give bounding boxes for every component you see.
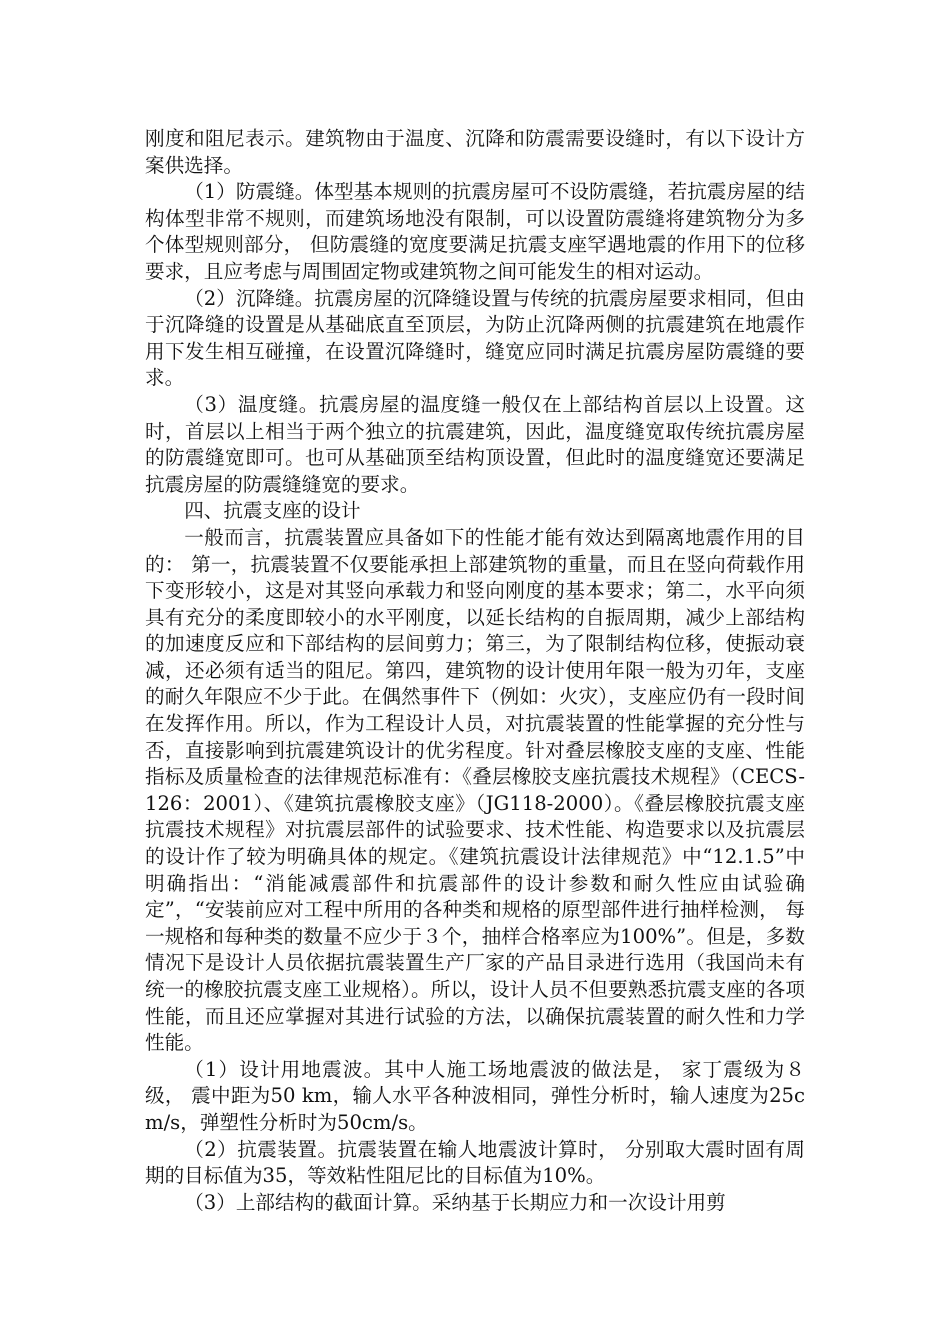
paragraph-temperature-joint: （3）温度缝。抗震房屋的温度缝一般仅在上部结构首层以上设置。这时，首层以上相当于两个独立的抗震建筑，因此，温度缝宽取传统抗震房屋的防震缝宽即可。也可从基础顶至结构顶设置，但此时的温度缝宽还要满足抗震房屋的防震缝缝宽的要求。 [145, 392, 805, 496]
paragraph-superstructure-section: （3）上部结构的截面计算。采纳基于长期应力和一次设计用剪 [184, 1190, 726, 1214]
document-body [145, 126, 805, 1216]
section-heading-bearing-design: 四、抗震支座的设计 [184, 499, 361, 523]
paragraph-intro-continuation: 刚度和阻尼表示。建筑物由于温度、沉降和防震需要设缝时，有以下设计方案供选择。 [145, 127, 805, 177]
paragraph-settlement-joint: （2）沉降缝。抗震房屋的沉降缝设置与传统的抗震房屋要求相同，但由于沉降缝的设置是从基础底直至顶层，为防止沉降两侧的抗震建筑在地震作用下发生相互碰撞，在设置沉降缝时，缝宽应同时满足抗震房屋防震缝的要求。 [145, 286, 805, 390]
paragraph-seismic-joint: （1）防震缝。体型基本规则的抗震房屋可不设防震缝，若抗震房屋的结构体型非常不规则，而建筑场地没有限制，可以设置防震缝将建筑物分为多个体型规则部分， 但防震缝的宽度要满足抗震支座罕遇地震的作用下的位移要求，且应考虑与周围固定物或建筑物之间可能发生的相对运动。 [145, 180, 805, 283]
paragraph-design-seismic-wave: （1）设计用地震波。其中人施工场地震波的做法是， 家丁震级为８级， 震中距为50 km，输人水平各种波相同，弹性分析时，输人速度为25cm/s，弹塑性分析时为50cm/s。 [145, 1057, 805, 1134]
paragraph-isolation-device: （2）抗震装置。抗震装置在输人地震波计算时， 分别取大震时固有周期的目标值为35，等效粘性阻尼比的目标值为10%。 [145, 1137, 805, 1188]
paragraph-bearing-requirements: 一般而言，抗震装置应具备如下的性能才能有效达到隔离地震作用的目的： 第一，抗震装置不仅要能承担上部建筑物的重量，而且在竖向荷载作用下变形较小，这是对其竖向承载力和竖向刚度的基本要求；第二，水平向须具有充分的柔度即较小的水平刚度，以延长结构的自振周期，减少上部结构的加速度反应和下部结构的层间剪力；第三，为了限制结构位移，使振动衰减，还必须有适当的阻尼。第四，建筑物的设计使用年限一般为刃年，支座的耐久年限应不少于此。在偶然事件下（例如：火灾），支座应仍有一段时间在发挥作用。所以，作为工程设计人员，对抗震装置的性能掌握的充分性与否，直接影响到抗震建筑设计的优劣程度。针对叠层橡胶支座的支座、性能指标及质量检查的法律规范标准有：《叠层橡胶支座抗震技术规程》（CECS-126：2001）、《建筑抗震橡胶支座》（JG118-2000）。《叠层橡胶抗震支座抗震技术规程》对抗震层部件的试验要求、技术性能、构造要求以及抗震层的设计作了较为明确具体的规定。《建筑抗震设计法律规范》中“12.1.5”中明确指出：“消能减震部件和抗震部件的设计参数和耐久性应由试验确定”，“安装前应对工程中所用的各种类和规格的原型部件进行抽样检测， 每一规格和每种类的数量不应少于３个，抽样合格率应为100%”。但是，多数情况下是设计人员依据抗震装置生产厂家的产品目录进行选用（我国尚未有统一的橡胶抗震支座工业规格）。所以，设计人员不但要熟悉抗震支座的各项性能，而且还应掌握对其进行试验的方法，以确保抗震装置的耐久性和力学性能。 [145, 525, 805, 1055]
